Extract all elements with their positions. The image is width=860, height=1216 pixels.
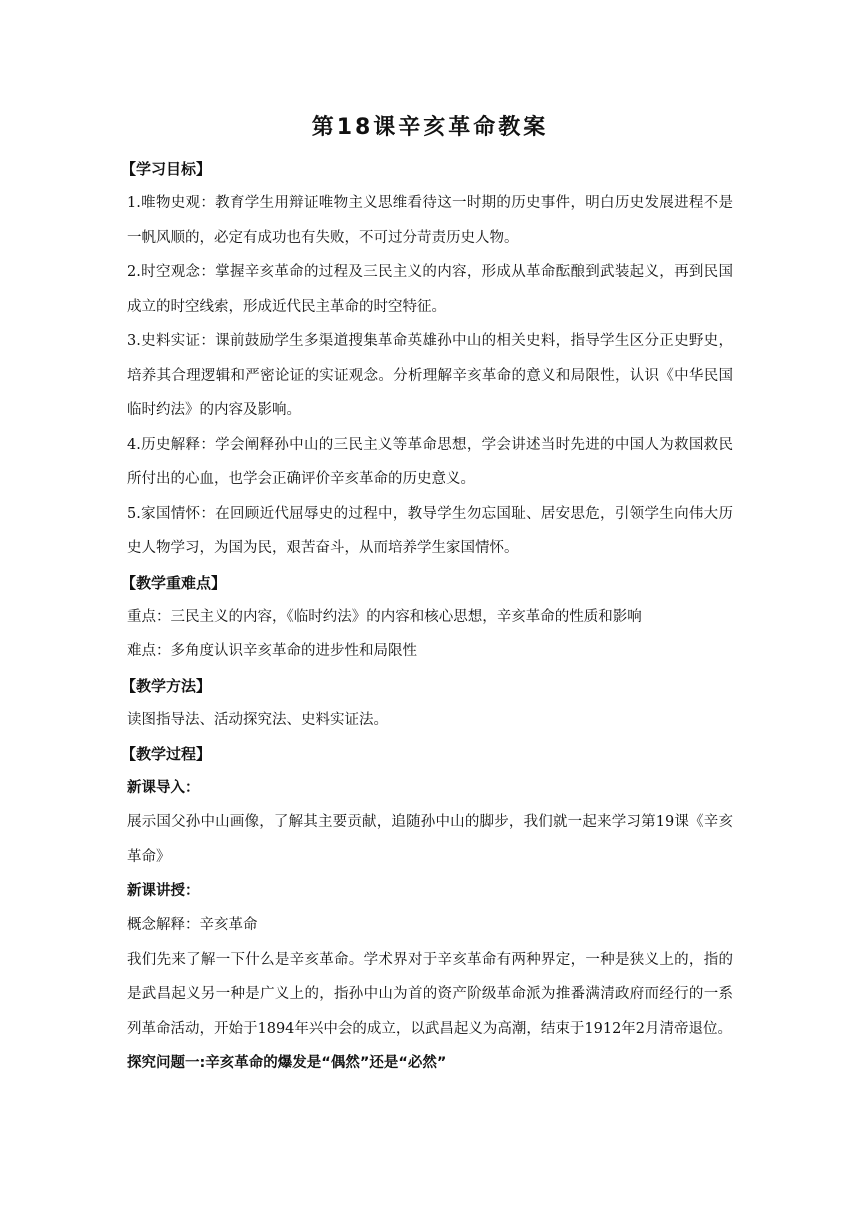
key-points-focus: 重点：三民主义的内容，《临时约法》的内容和核心思想，辛亥革命的性质和影响 xyxy=(127,608,642,625)
concept-text: 我们先来了解一下什么是辛亥革命。学术界对于辛亥革命有两种界定，一种是狭义上的，指的是武昌起义另一种是广义上的，指孙中山为首的资产阶级革命派为推番满清政府而经行的一系列革命活动，开始于1894年兴中会的成立，以武昌起义为高潮，结束于1912年2月清帝退位。 xyxy=(127,951,733,1037)
inquiry-heading: 探究问题一:辛亥革命的爆发是“偶然”还是“必然” xyxy=(127,1055,447,1071)
concept-line: 概念解释：辛亥革命 xyxy=(127,917,258,933)
key-points-difficulty: 难点：多角度认识辛亥革命的进步性和局限性 xyxy=(127,643,417,659)
intro-text: 展示国父孙中山画像，了解其主要贡献，追随孙中山的脚步，我们就一起来学习第19课《辛亥革命》 xyxy=(127,814,733,865)
objective-item-5: 5.家国情怀：在回顾近代屈辱史的过程中，教导学生勿忘国耻、居安思危，引领学生向伟大历史人物学习，为国为民，艰苦奋斗，从而培养学生家国情怀。 xyxy=(127,505,733,556)
objective-item-3: 3.史料实证：课前鼓励学生多渠道搜集革命英雄孙中山的相关史料，指导学生区分正史野史，培养其合理逻辑和严密论证的实证观念。分析理解辛亥革命的意义和局限性，认识《中华民国临时约法》的内容及影响。 xyxy=(127,333,733,418)
process-heading: 【教学过程】 xyxy=(121,745,212,763)
objective-item-1: 1.唯物史观：教育学生用辩证唯物主义思维看待这一时期的历史事件，明白历史发展进程不是一帆风顺的，必定有成功也有失败，不可过分苛责历史人物。 xyxy=(127,195,733,246)
methods-heading: 【教学方法】 xyxy=(121,676,212,695)
objectives-heading: 【学习目标】 xyxy=(121,160,212,178)
lecture-heading: 新课讲授： xyxy=(127,883,200,899)
objective-item-2: 2.时空观念：掌握辛亥革命的过程及三民主义的内容，形成从革命酝酿到武装起义，再到民国成立的时空线索，形成近代民主革命的时空特征。 xyxy=(127,264,733,315)
key-points-heading: 【教学重难点】 xyxy=(121,573,227,592)
document-title: 第18课辛亥革命教案 xyxy=(311,115,549,140)
intro-heading: 新课导入： xyxy=(127,780,200,796)
methods-text: 读图指导法、活动探究法、史料实证法。 xyxy=(127,711,388,728)
objective-item-4: 4.历史解释：学会阐释孙中山的三民主义等革命思想，学会讲述当时先进的中国人为救国救民所付出的心血，也学会正确评价辛亥革命的历史意义。 xyxy=(127,436,733,487)
document-body xyxy=(121,152,733,1080)
